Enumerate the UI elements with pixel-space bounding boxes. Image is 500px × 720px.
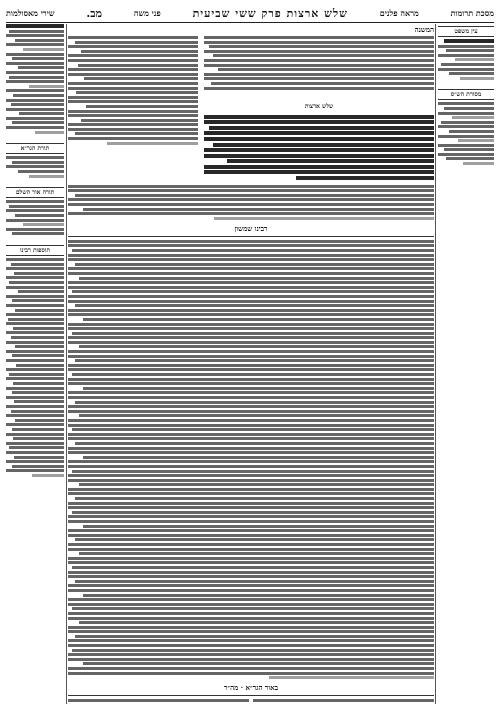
column-divider-left [66, 24, 67, 704]
outer-left-text-3 [6, 258, 64, 477]
bottom-commentary-left [68, 699, 249, 704]
commentary-title-1: רבינו שמשון [234, 223, 268, 233]
commentary-side [68, 36, 198, 182]
outer-right-title-2: מסורת הש״ס [438, 89, 494, 100]
block-title-1: שלש ארצות [304, 102, 334, 110]
divider-2 [68, 695, 434, 696]
header-left-label: שירי מאסולמות [6, 8, 55, 18]
commentary-title-3: באור הגר״א · מה״ר [223, 683, 279, 693]
divider-1 [68, 236, 434, 237]
mishna-area [68, 36, 434, 182]
outer-left-title-1: תורת הגר״א [6, 143, 64, 154]
header-commentary-label: מראה פלנים [379, 8, 419, 18]
header-title: שלש ארצות פרק ששי שביעית [192, 6, 348, 20]
outer-left-text-0 [6, 24, 64, 134]
outer-right-text-2 [438, 102, 494, 165]
outer-right-column [438, 24, 494, 704]
mishna-lemma: המשנה [414, 25, 434, 34]
header-right-label: מסכת תרומות [450, 8, 494, 18]
page-number: מב. [86, 6, 103, 20]
mishna-text [204, 36, 434, 182]
commentary-body-1 [68, 240, 434, 679]
main-text-continued [68, 185, 434, 220]
column-divider-right [435, 24, 436, 704]
outer-right-title-1: עין משפט [438, 26, 494, 37]
outer-left-text-2 [6, 200, 64, 235]
header-edition-label: פני משה [133, 8, 161, 18]
outer-left-column [6, 24, 64, 704]
main-column [68, 24, 434, 704]
running-header [6, 6, 494, 23]
outer-left-title-3: תוספות רבינו [6, 245, 64, 256]
outer-right-text-1 [438, 39, 494, 80]
bottom-commentary [68, 699, 434, 704]
outer-left-text-1 [6, 156, 64, 177]
outer-left-title-2: תורה אור השלם [6, 187, 64, 198]
bottom-commentary-right [253, 699, 434, 704]
